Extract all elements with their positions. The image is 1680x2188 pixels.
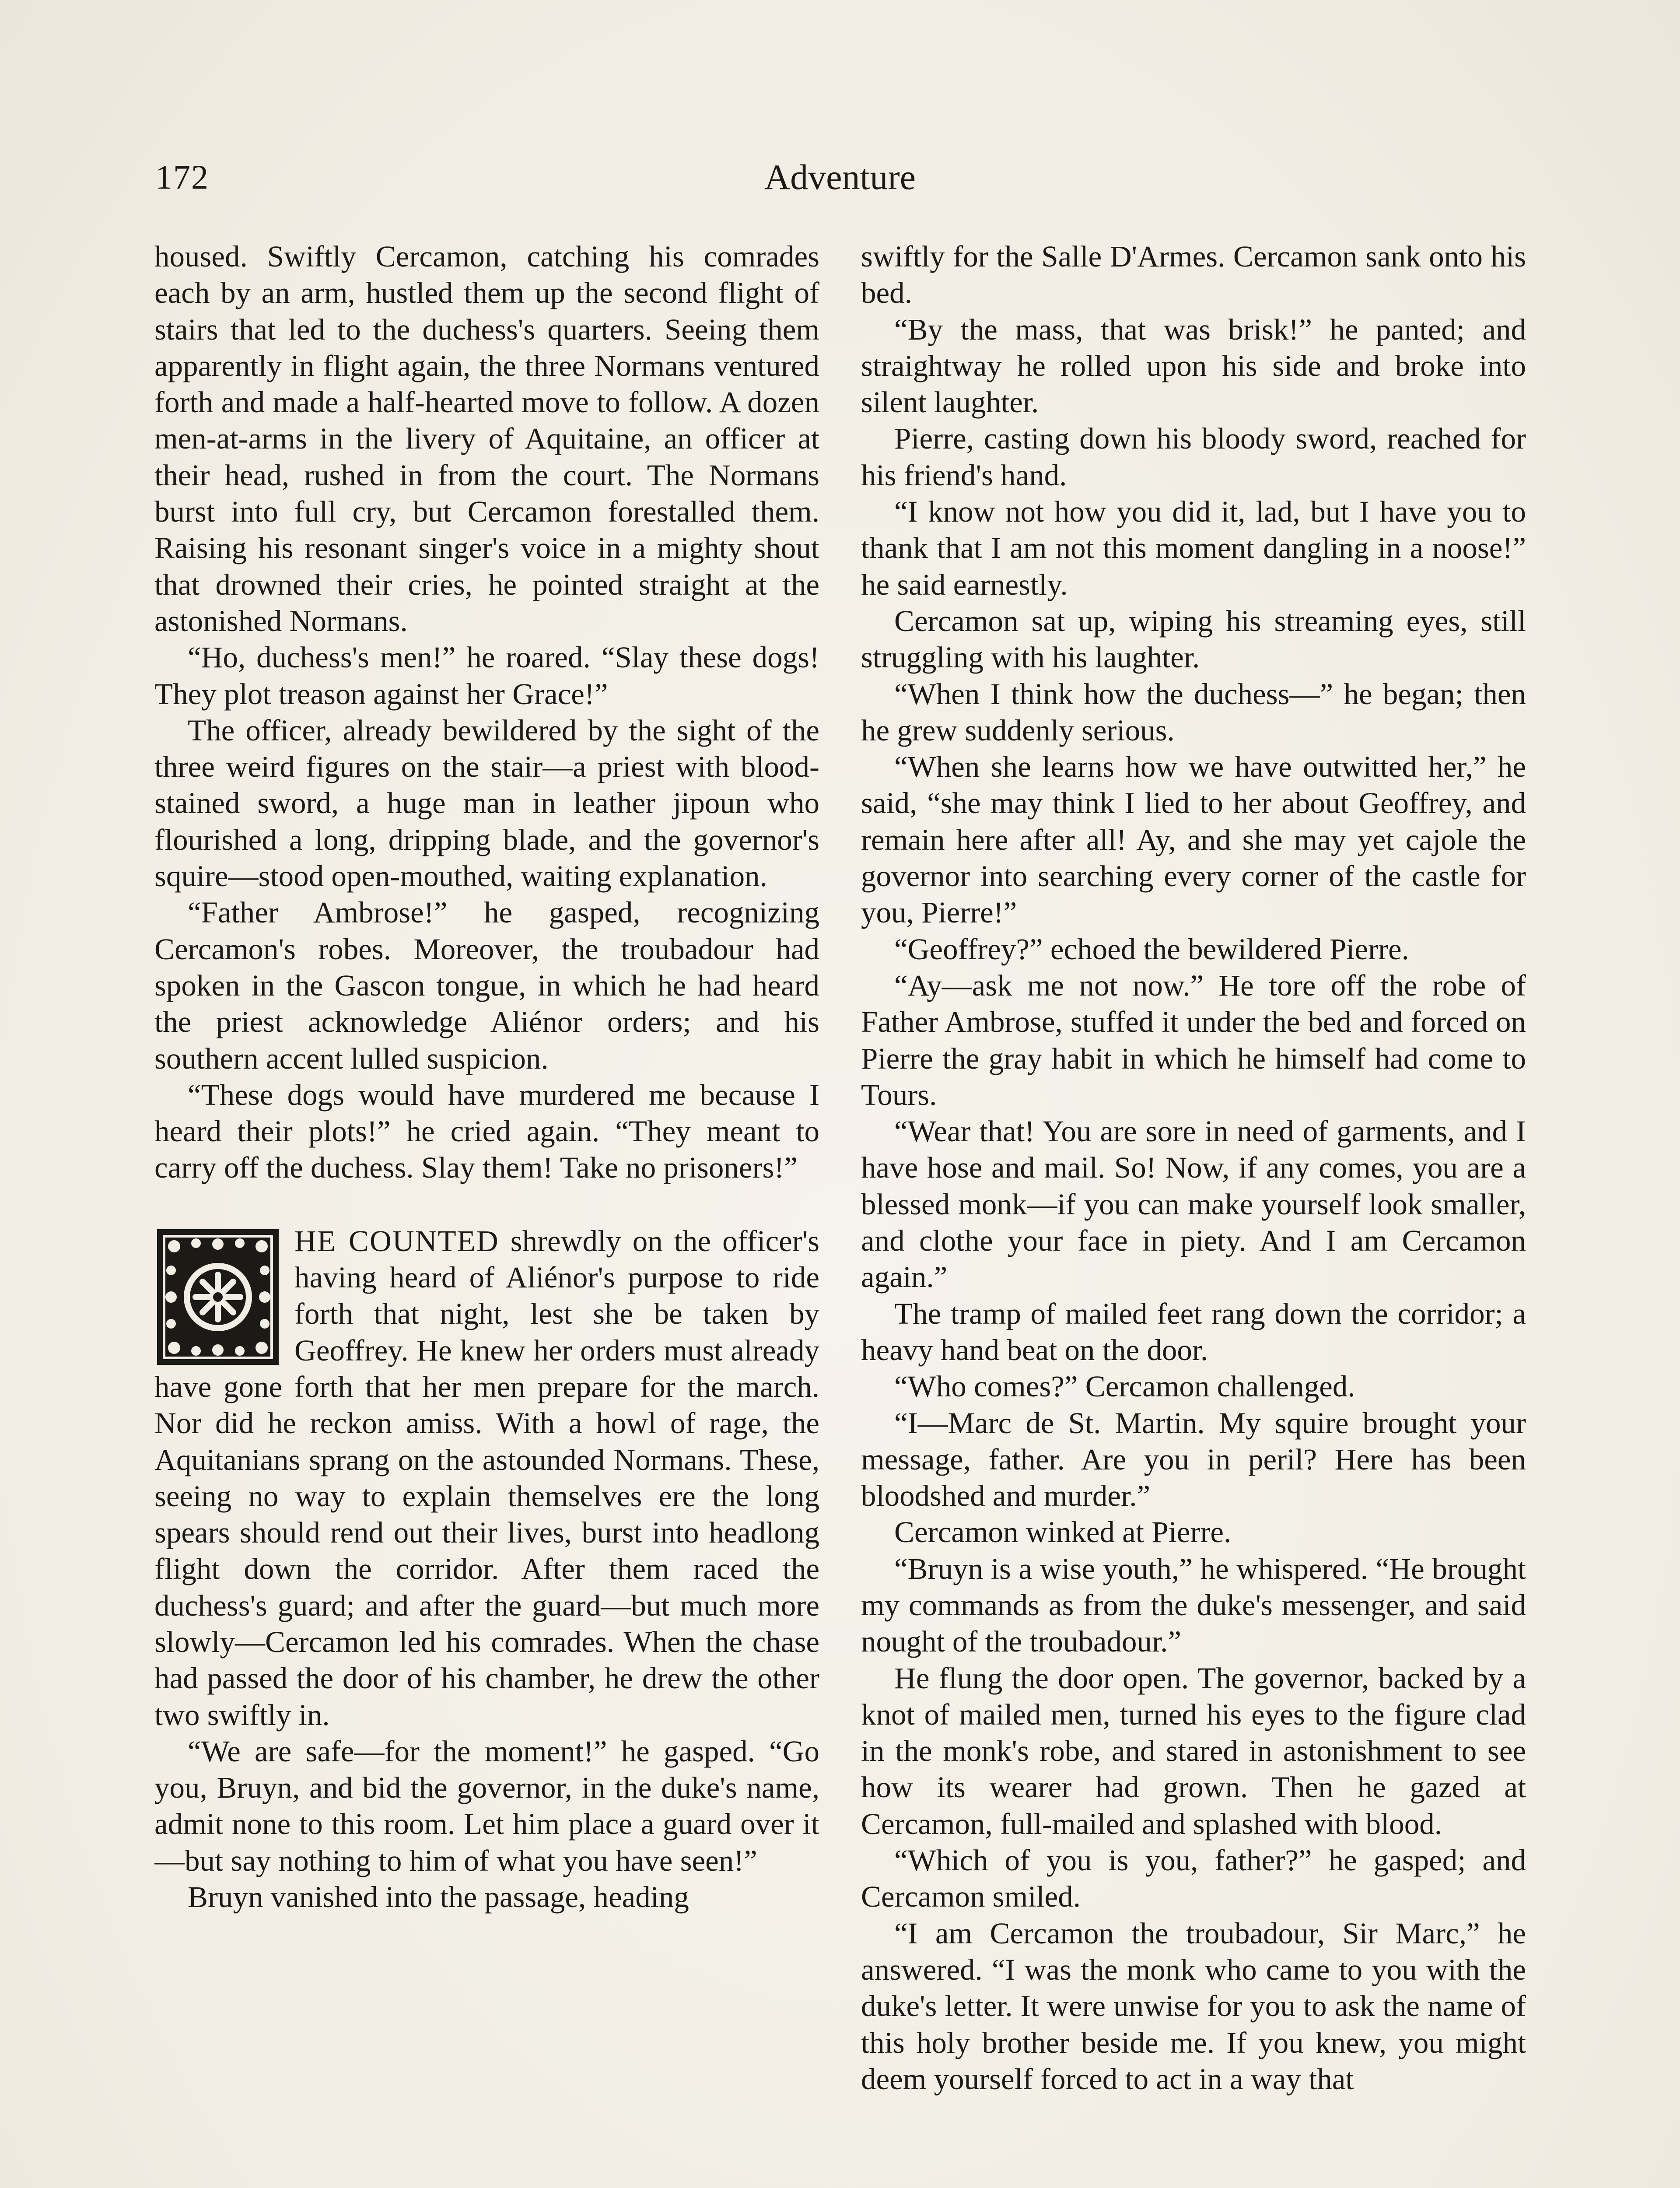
paragraph: “Father Ambrose!” he gasped, recognizing Cercamon's robes. Moreover, the troubadour had spoken in the Gascon tongue, in which he had heard the priest acknowledge Aliénor orders; and his southern accent lulled suspicion. [154,896,819,1075]
paragraph: housed. Swiftly Cercamon, catching his comrades each by an arm, hustled them up the second flight of stairs that led to the duchess's quarters. Seeing them apparently in flight again, the three Normans ventured forth and made a half-hearted move to follow. A dozen men-at-arms in the livery of Aquitaine, an officer at their head, rushed in from the court. The Normans burst into full cry, but Cercamon forestalled them. Raising his resonant singer's voice in a mighty shout that drowned their cries, he pointed straight at the astonished Normans. [154,240,819,638]
paragraph: “Wear that! You are sore in need of garments, and I have hose and mail. So! Now, if any comes, you are a blessed monk—if you can make yourself look smaller, and clothe your face in piety. And I am Cercamon again.” [861,1115,1526,1294]
paragraph: Cercamon sat up, wiping his streaming eyes, still struggling with his laughter. [861,604,1526,674]
paragraph: “We are safe—for the moment!” he gasped. “Go you, Bruyn, and bid the governor, in the duke's name, admit none to this room. Let him place a guard over it—but say nothing to him of what you have seen!” [154,1734,819,1877]
paragraph: swiftly for the Salle D'Armes. Cercamon sank onto his bed. [861,240,1526,310]
paragraph: “Ay—ask me not now.” He tore off the robe of Father Ambrose, stuffed it under the bed and forced on Pierre the gray habit in which he himself had come to Tours. [861,968,1526,1112]
paragraph: “These dogs would have murdered me because I heard their plots!” he cried again. “They meant to carry off the duchess. Slay them! Take no prisoners!” [154,1078,819,1185]
running-head-title: Adventure [764,157,916,197]
paragraph: Bruyn vanished into the passage, heading [188,1880,689,1914]
paragraph: “When I think how the duchess—” he began; then he grew suddenly serious. [861,677,1526,747]
paragraph: “By the mass, that was brisk!” he panted; and straightway he rolled upon his side and broke into silent laughter. [861,312,1526,419]
paragraph: “I know not how you did it, lad, but I have you to thank that I am not this moment dangling in a noose!” he said earnestly. [861,495,1526,601]
ornamental-cross-initial-icon [154,1227,281,1368]
paragraph: The tramp of mailed feet rang down the corridor; a heavy hand beat on the door. [861,1297,1526,1367]
paragraph: “Geoffrey?” echoed the bewildered Pierre. [894,932,1409,966]
paragraph: Pierre, casting down his bloody sword, reached for his friend's hand. [861,422,1526,492]
page-number: 172 [155,158,209,196]
left-column [154,238,819,2188]
paragraph: The officer, already bewildered by the sight of the three weird figures on the stair—a priest with blood-stained sword, a huge man in leather jipoun who flourished a long, dripping blade, and the governor's squire—stood open-mouthed, waiting explanation. [154,713,819,893]
right-column [861,238,1526,2188]
paragraph: “Who comes?” Cercamon challenged. [894,1370,1355,1403]
paragraph: “I—Marc de St. Martin. My squire brought your message, father. Are you in peril? Here has been bloodshed and murder.” [861,1406,1526,1513]
paragraph: “Which of you is you, father?” he gasped; and Cercamon smiled. [861,1844,1526,1914]
paragraph: “Bruyn is a wise youth,” he whispered. “He brought my commands as from the duke's messenger, and said nought of the troubadour.” [861,1552,1526,1659]
paragraph: “Ho, duchess's men!” he roared. “Slay these dogs! They plot treason against her Grace!” [154,641,819,711]
paragraph: “I am Cercamon the troubadour, Sir Marc,” he answered. “I was the monk who came to you with the duke's letter. It were unwise for you to ask the name of this holy brother beside me. If you knew, you might deem yourself forced to act in a way that [861,1916,1526,2096]
paragraph: Cercamon winked at Pierre. [894,1515,1232,1549]
paragraph-text: shrewdly on the officer's having heard of Aliénor's purpose to ride forth that night, lest she be taken by Geoffrey. He knew her orders must already have gone forth that her men prepare for the march. Nor did he reckon amiss. With a howl of rage, the Aquitanians sprang on the astounded Normans. These, seeing no way to explain themselves ere the long spears should rend out their lives, burst into headlong flight down the corridor. After them raced the duchess's guard; and after the guard—but much more slowly—Cercamon led his comrades. When the chase had passed the door of his chamber, he drew the other two swiftly in. [154,1224,819,1732]
section-with-dropcap [154,1223,819,1733]
page-header [155,149,1525,206]
paragraph: “When she learns how we have outwitted her,” he said, “she may think I lied to her about Geoffrey, and remain here after all! Ay, and she may yet cajole the governor into searching every corner of the castle for you, Pierre!” [861,750,1526,929]
paragraph: He flung the door open. The governor, backed by a knot of mailed men, turned his eyes to the figure clad in the monk's robe, and stared in astonishment to see how its wearer had grown. Then he gazed at Cercamon, full-mailed and splashed with blood. [861,1661,1526,1841]
lead-in-words: HE COUNTED [294,1224,499,1258]
